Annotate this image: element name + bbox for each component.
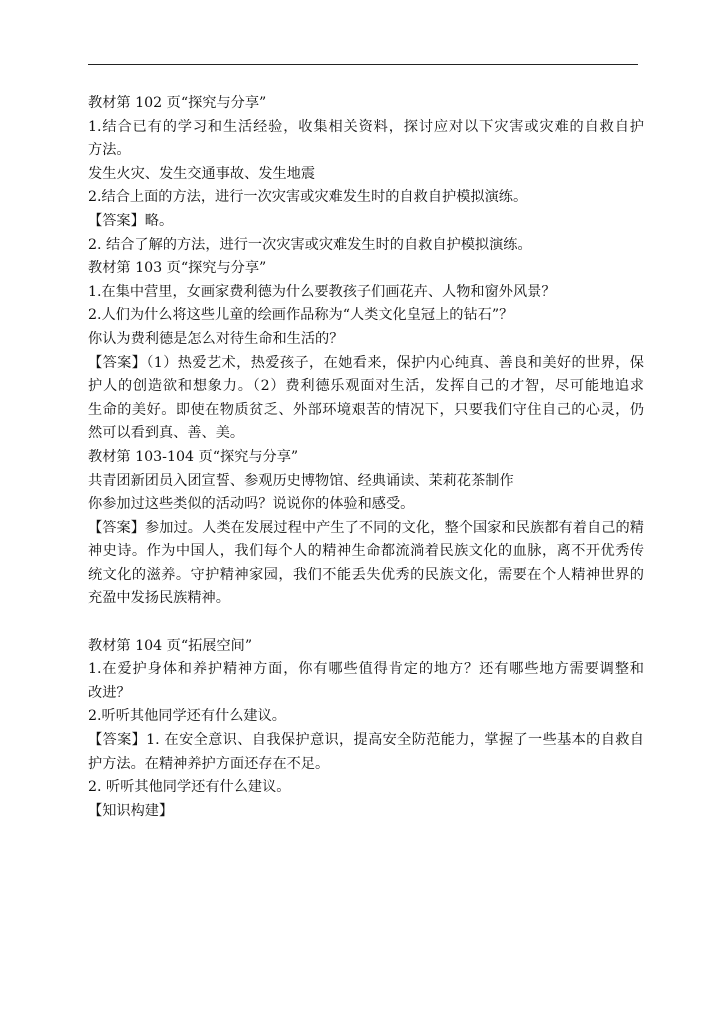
question-line: 1.在爱护身体和养护精神方面，你有哪些值得肯定的地方？还有哪些地方需要调整和 xyxy=(88,661,644,678)
section-heading: 教材第 104 页“拓展空间” xyxy=(88,637,253,654)
header-rule xyxy=(88,64,638,65)
section-heading: 教材第 102 页“探究与分享” xyxy=(88,95,267,111)
question-line: 你认为费利德是怎么对待生命和生活的？ xyxy=(88,330,344,347)
question-line: 2.人们为什么将这些儿童的绘画作品称为“人类文化皇冠上的钻石”？ xyxy=(88,307,514,324)
answer-line: 【答案】（1）热爱艺术，热爱孩子，在她看来，保护内心纯真、善良和美好的世界，保 xyxy=(88,354,644,371)
answer-line: 生命的美好。即使在物质贫乏、外部环境艰苦的情况下，只要我们守住自己的心灵，仍 xyxy=(88,401,644,418)
answer-line: 护人的创造欲和想象力。（2）费利德乐观面对生活，发挥自己的才智，尽可能地追求 xyxy=(88,378,644,395)
answer-line: 2. 结合了解的方法，进行一次灾害或灾难发生时的自救自护模拟演练。 xyxy=(88,236,532,253)
section-heading: 教材第 103-104 页“探究与分享” xyxy=(88,448,299,465)
blank-line xyxy=(88,611,644,635)
answer-line: 统文化的滋养。守护精神家园，我们不能丢失优秀的民族文化，需要在个人精神世界的 xyxy=(88,566,644,583)
text-line: 发生火灾、发生交通事故、发生地震 xyxy=(88,165,316,182)
answer-line: 神史诗。作为中国人，我们每个人的精神生命都流淌着民族文化的血脉，离不开优秀传 xyxy=(88,543,644,560)
question-line: 改进？ xyxy=(88,684,131,701)
question-line: 方法。 xyxy=(88,142,131,159)
question-line: 你参加过这些类似的活动吗？说说你的体验和感受。 xyxy=(88,496,415,513)
text-line: 共青团新团员入团宣誓、参观历史博物馆、经典诵读、茉莉花茶制作 xyxy=(88,472,514,489)
answer-line: 【答案】略。 xyxy=(88,212,174,229)
question-line: 1.在集中营里，女画家费利德为什么要教孩子们画花卉、人物和窗外风景？ xyxy=(88,283,556,300)
question-line: 2.结合上面的方法，进行一次灾害或灾难发生时的自救自护模拟演练。 xyxy=(88,189,528,206)
answer-line: 充盈中发扬民族精神。 xyxy=(88,590,230,607)
question-line: 1.结合已有的学习和生活经验，收集相关资料，探讨应对以下灾害或灾难的自救自护 xyxy=(88,118,644,135)
answer-line: 【答案】参加过。人类在发展过程中产生了不同的文化，整个国家和民族都有着自己的精 xyxy=(88,519,644,536)
answer-line: 护方法。在精神养护方面还存在不足。 xyxy=(88,755,330,772)
section-heading: 【知识构建】 xyxy=(88,802,174,819)
section-heading: 教材第 103 页“探究与分享” xyxy=(88,260,267,277)
answer-line: 【答案】1. 在安全意识、自我保护意识，提高安全防范能力，掌握了一些基本的自救自 xyxy=(88,732,644,749)
answer-line: 然可以看到真、善、美。 xyxy=(88,425,245,442)
answer-line: 2. 听听其他同学还有什么建议。 xyxy=(88,779,291,796)
document-body xyxy=(88,92,644,823)
question-line: 2.听听其他同学还有什么建议。 xyxy=(88,708,286,725)
